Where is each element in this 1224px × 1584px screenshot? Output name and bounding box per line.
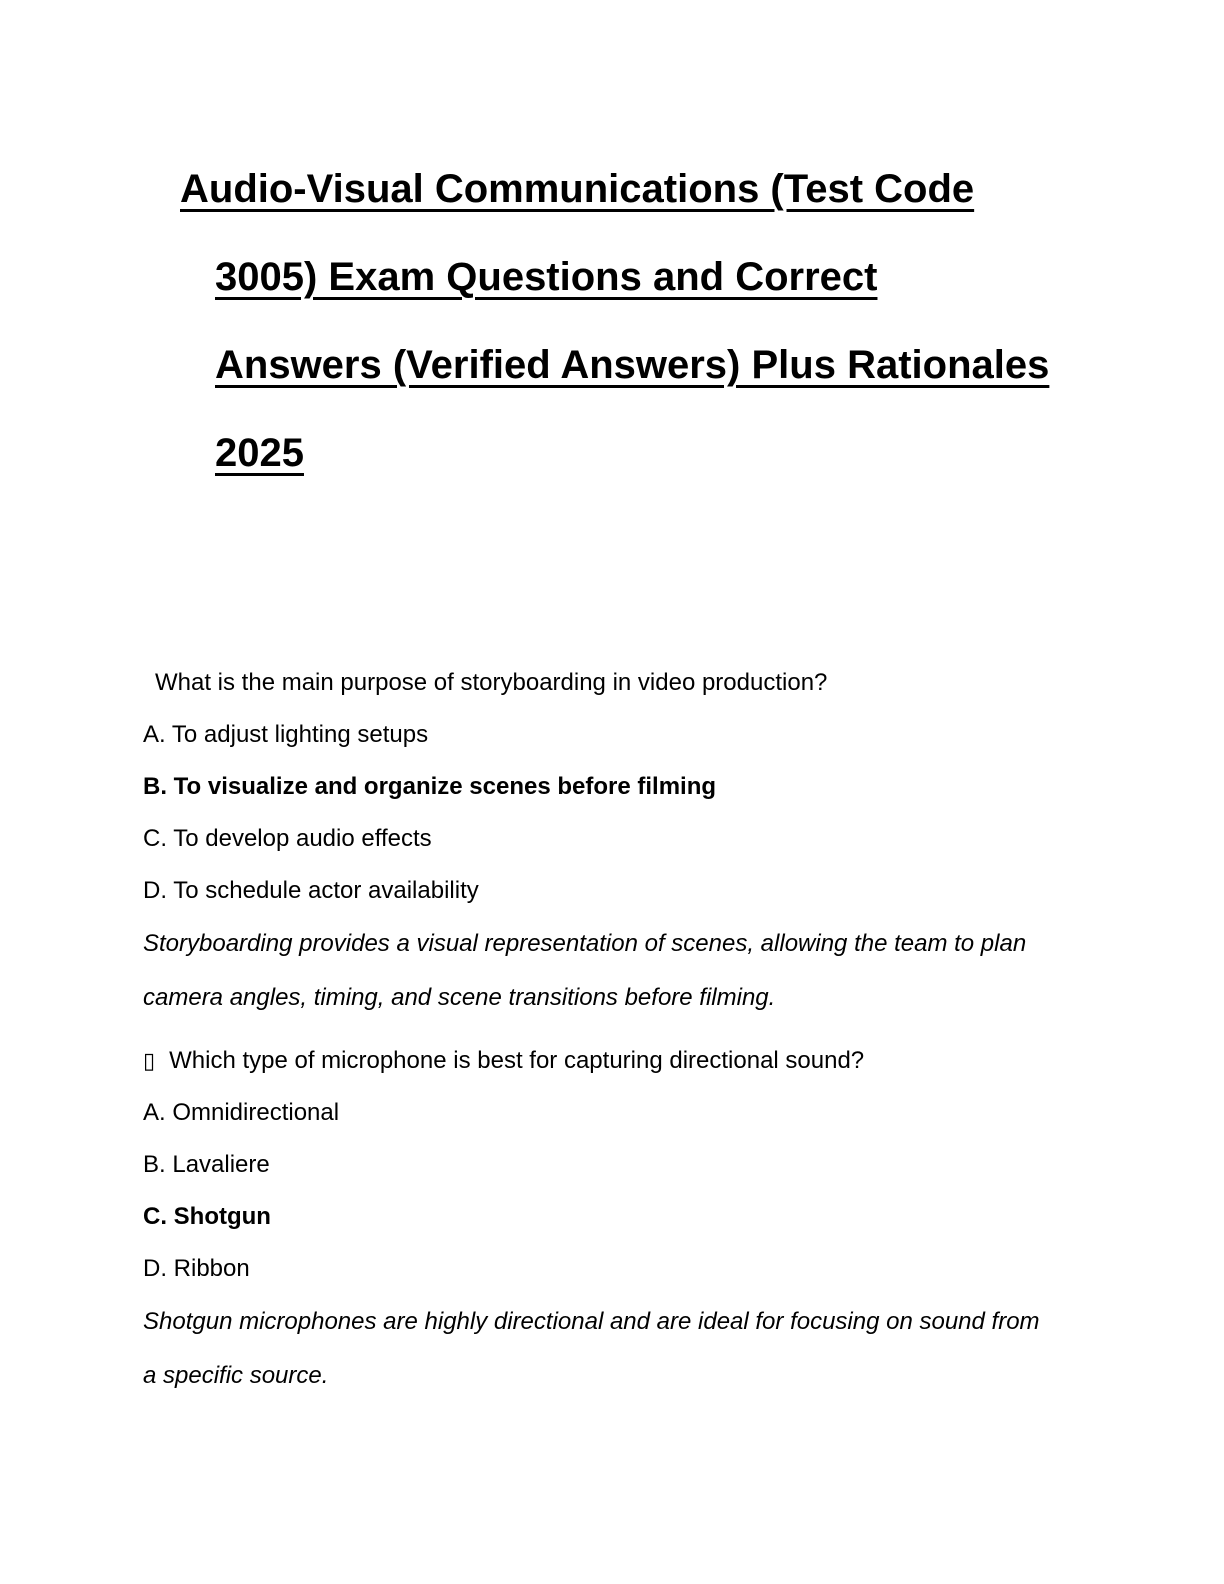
option-b: B. Lavaliere (143, 1151, 270, 1178)
title-line-4 (215, 409, 1074, 497)
title-line-1 (180, 145, 1074, 233)
title-line-text: Answers (Verified Answers) Plus Rationales (215, 343, 1050, 387)
option-d: D. To schedule actor availability (143, 877, 479, 904)
question-text-value: What is the main purpose of storyboarding in video production? (155, 669, 828, 696)
option-a: A. Omnidirectional (143, 1099, 340, 1126)
title-line-text: Audio-Visual Communications (Test Code (180, 167, 975, 211)
title-line-text: 3005) Exam Questions and Correct (215, 255, 878, 299)
option-c-correct: C. Shotgun (143, 1203, 271, 1230)
title-line-text: 2025 (215, 431, 304, 475)
missing-glyph-bullet: ▯ (143, 1048, 156, 1073)
document-title (180, 145, 1074, 497)
rationale-text: Shotgun microphones are highly directional and are ideal for focusing on sound from a specific source. (143, 1308, 1040, 1389)
question-block (143, 657, 1063, 1025)
option-b-correct: B. To visualize and organize scenes before filming (143, 773, 717, 800)
document-body (143, 657, 1063, 1403)
title-line-2 (215, 233, 1074, 321)
option-d: D. Ribbon (143, 1255, 250, 1282)
option-c: C. To develop audio effects (143, 825, 432, 852)
option-a: A. To adjust lighting setups (143, 721, 429, 748)
rationale-text: Storyboarding provides a visual representation of scenes, allowing the team to plan camera angles, timing, and scene transitions before filming. (143, 930, 1027, 1011)
question-text-value: Which type of microphone is best for capturing directional sound? (169, 1047, 865, 1074)
question-text (143, 657, 1063, 709)
question-block (143, 1035, 1063, 1403)
question-text (143, 1035, 1063, 1087)
title-line-3 (215, 321, 1074, 409)
